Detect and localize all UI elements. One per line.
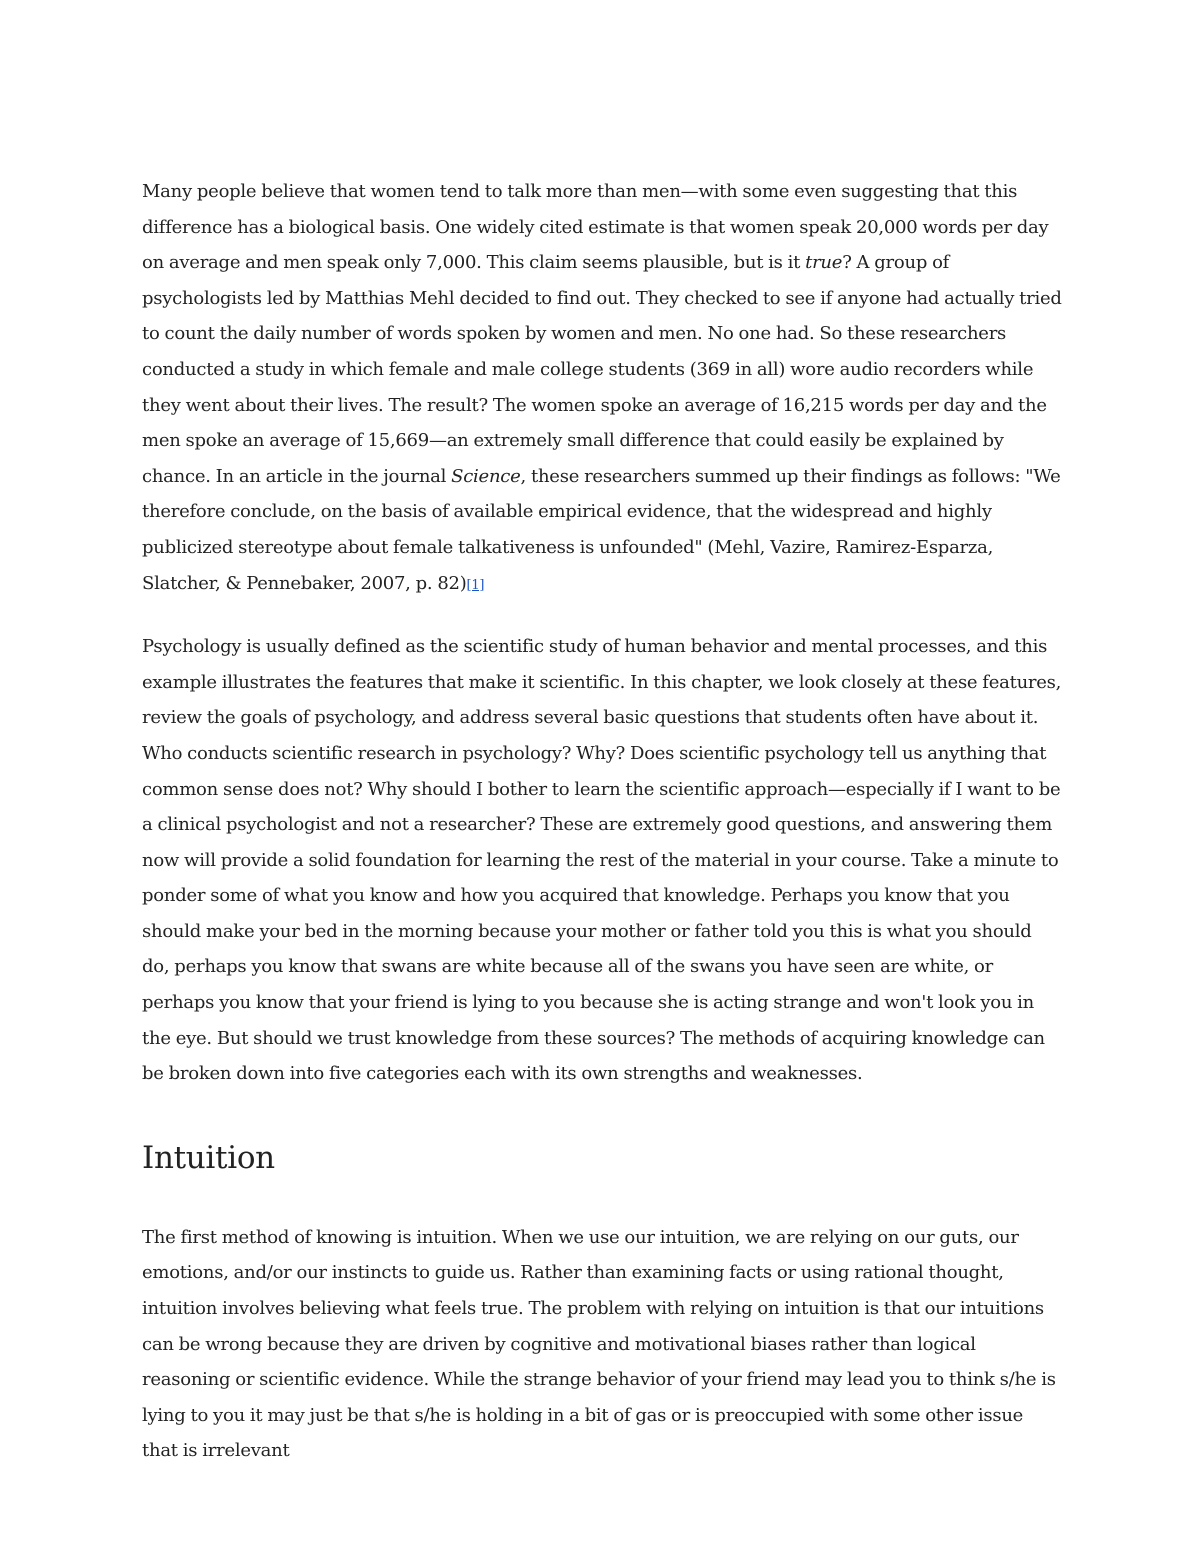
intro-text-part-3: , these researchers summed up their findings as follows: "We therefore conclude, on the basis of available empirical evidence, that the widespread and highly publicized stereotype about female talkativeness is unfounded" (Mehl, Vazire, Ramirez-Esparza, Slatcher, & Pennebaker, 2007, p. 82) bbox=[142, 465, 1061, 594]
intro-text-part-2: ? A group of psychologists led by Matthias Mehl decided to find out. They checked to see if anyone had actually tried to count the daily number of words spoken by women and men. No one had. So these researchers conducted a study in which female and male college students (369 in all) wore audio recorders while they went about their lives. The result? The women spoke an average of 16,215 words per day and the men spoke an average of 15,669—an extremely small difference that could easily be explained by chance. In an article in the journal bbox=[142, 252, 1062, 487]
emphasis-true: true bbox=[805, 252, 843, 274]
psychology-definition-paragraph: Psychology is usually defined as the scientific study of human behavior and mental processes, and this example illustrates the features that make it scientific. In this chapter, we look closely at these features, review the goals of psychology, and address several basic questions that students often have about it. Who conducts scientific research in psychology? Why? Does scientific psychology tell us anything that common sense does not? Why should I bother to learn the scientific approach—especially if I want to be a clinical psychologist and not a researcher? These are extremely good questions, and answering them now will provide a solid foundation for learning the rest of the material in your course. Take a minute to ponder some of what you know and how you acquired that knowledge. Perhaps you know that you should make your bed in the morning because your mother or father told you this is what you should do, perhaps you know that swans are white because all of the swans you have seen are white, or perhaps you know that your friend is lying to you because she is acting strange and won't look you in the eye. But should we trust knowledge from these sources? The methods of acquiring knowledge can be broken down into five categories each with its own strengths and weaknesses. bbox=[142, 636, 1062, 1085]
section-heading-intuition: Intuition bbox=[142, 1139, 275, 1176]
intuition-paragraph: The first method of knowing is intuition. When we use our intuition, we are relying on our guts, our emotions, and/or our instincts to guide us. Rather than examining facts or using rational thought, intuition involves believing what feels true. The problem with relying on intuition is that our intuitions can be wrong because they are driven by cognitive and motivational biases rather than logical reasoning or scientific evidence. While the strange behavior of your friend may lead you to think s/he is lying to you it may just be that s/he is holding in a bit of gas or is preoccupied with some other issue that is irrelevant bbox=[142, 1226, 1056, 1462]
document-page bbox=[142, 174, 1062, 1469]
intro-text-part-1: Many people believe that women tend to talk more than men—with some even suggesting that this difference has a biological basis. One widely cited estimate is that women speak 20,000 words per day on average and men speak only 7,000. This claim seems plausible, but is it bbox=[142, 181, 1049, 274]
intro-paragraph bbox=[142, 174, 1062, 603]
footnote-link[interactable]: [1] bbox=[466, 577, 485, 593]
journal-name-science: Science bbox=[451, 465, 521, 487]
